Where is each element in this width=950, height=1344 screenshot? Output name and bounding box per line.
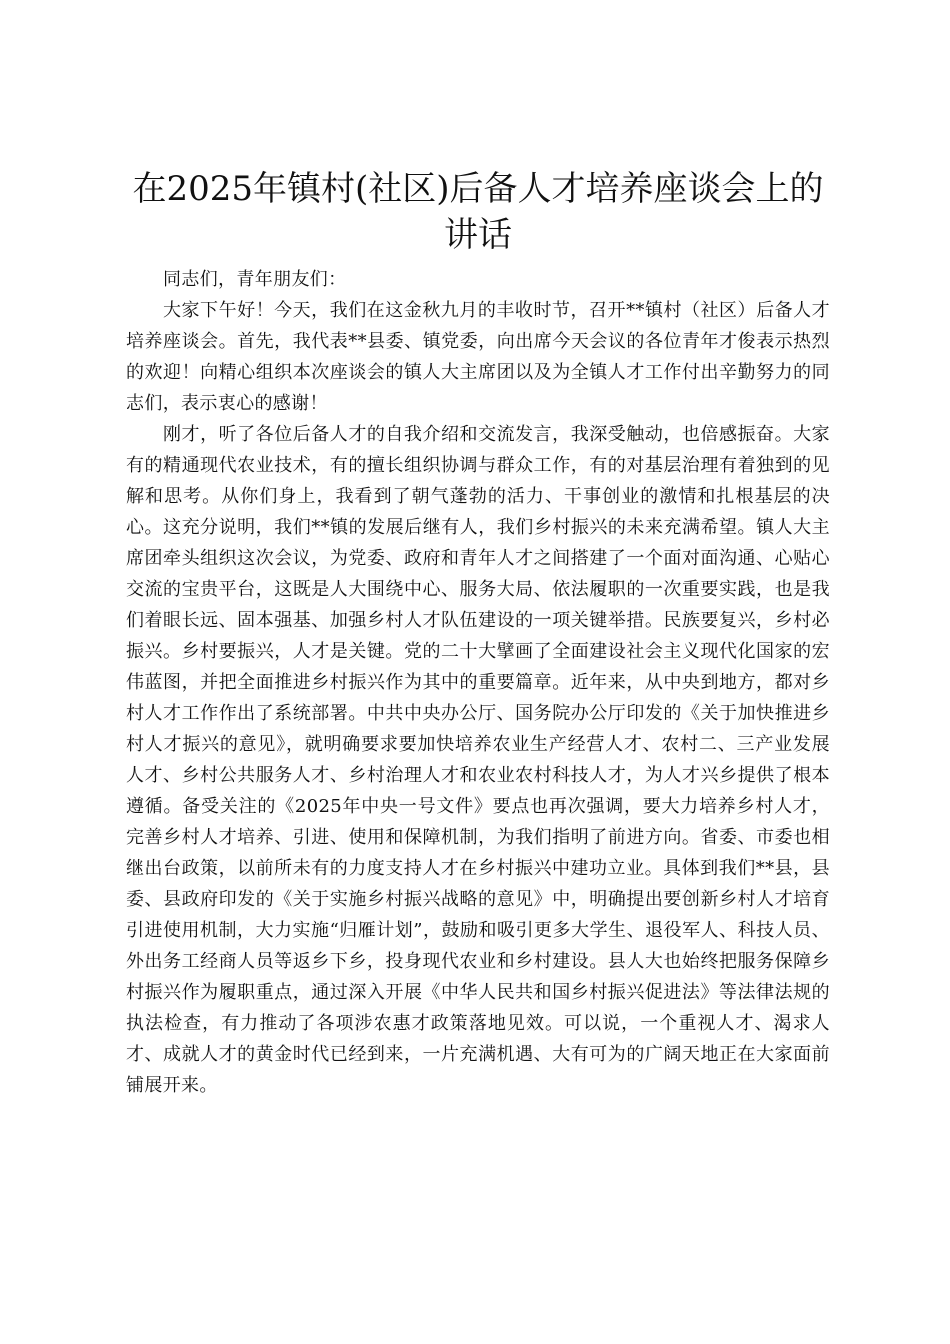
paragraph-main: 刚才，听了各位后备人才的自我介绍和交流发言，我深受触动，也倍感振奋。大家有的精通现代农业技术，有的擅长组织协调与群众工作，有的对基层治理有着独到的见解和思考。从你们身上，我看到了朝气蓬勃的活力、干事创业的激情和扎根基层的决心。这充分说明，我们**镇的发展后继有人，我们乡村振兴的未来充满希望。镇人大主席团牵头组织这次会议，为党委、政府和青年人才之间搭建了一个面对面沟通、心贴心交流的宝贵平台，这既是人大围绕中心、服务大局、依法履职的一次重要实践，也是我们着眼长远、固本强基、加强乡村人才队伍建设的一项关键举措。民族要复兴，乡村必振兴。乡村要振兴，人才是关键。党的二十大擘画了全面建设社会主义现代化国家的宏伟蓝图，并把全面推进乡村振兴作为其中的重要篇章。近年来，从中央到地方，都对乡村人才工作作出了系统部署。中共中央办公厅、国务院办公厅印发的《关于加快推进乡村人才振兴的意见》，就明确要求要加快培养农业生产经营人才、农村二、三产业发展人才、乡村公共服务人才、乡村治理人才和农业农村科技人才，为人才兴乡提供了根本遵循。备受关注的《2025年中央一号文件》要点也再次强调，要大力培养乡村人才，完善乡村人才培养、引进、使用和保障机制，为我们指明了前进方向。省委、市委也相继出台政策，以前所未有的力度支持人才在乡村振兴中建功立业。具体到我们**县，县委、县政府印发的《关于实施乡村振兴战略的意见》中，明确提出要创新乡村人才培育引进使用机制，大力实施“归雁计划”，鼓励和吸引更多大学生、退役军人、科技人员、外出务工经商人员等返乡下乡，投身现代农业和乡村建设。县人大也始终把服务保障乡村振兴作为履职重点，通过深入开展《中华人民共和国乡村振兴促进法》等法律法规的执法检查，有力推动了各项涉农惠才政策落地见效。可以说，一个重视人才、渴求人才、成就人才的黄金时代已经到来，一片充满机遇、大有可为的广阔天地正在大家面前铺展开来。: [126, 424, 830, 1096]
title-line-1: 在2025年镇村(社区)后备人才培养座谈会上的: [132, 169, 824, 209]
salutation: 同志们，青年朋友们：: [163, 269, 347, 290]
document-title: [126, 166, 830, 258]
document-page: [126, 166, 830, 1101]
paragraph-greeting: 大家下午好！今天，我们在这金秋九月的丰收时节，召开**镇村（社区）后备人才培养座谈会。首先，我代表**县委、镇党委，向出席今天会议的各位青年才俊表示热烈的欢迎！向精心组织本次座谈会的镇人大主席团以及为全镇人才工作付出辛勤努力的同志们，表示衷心的感谢！: [126, 300, 830, 414]
title-line-2: 讲话: [444, 215, 512, 255]
